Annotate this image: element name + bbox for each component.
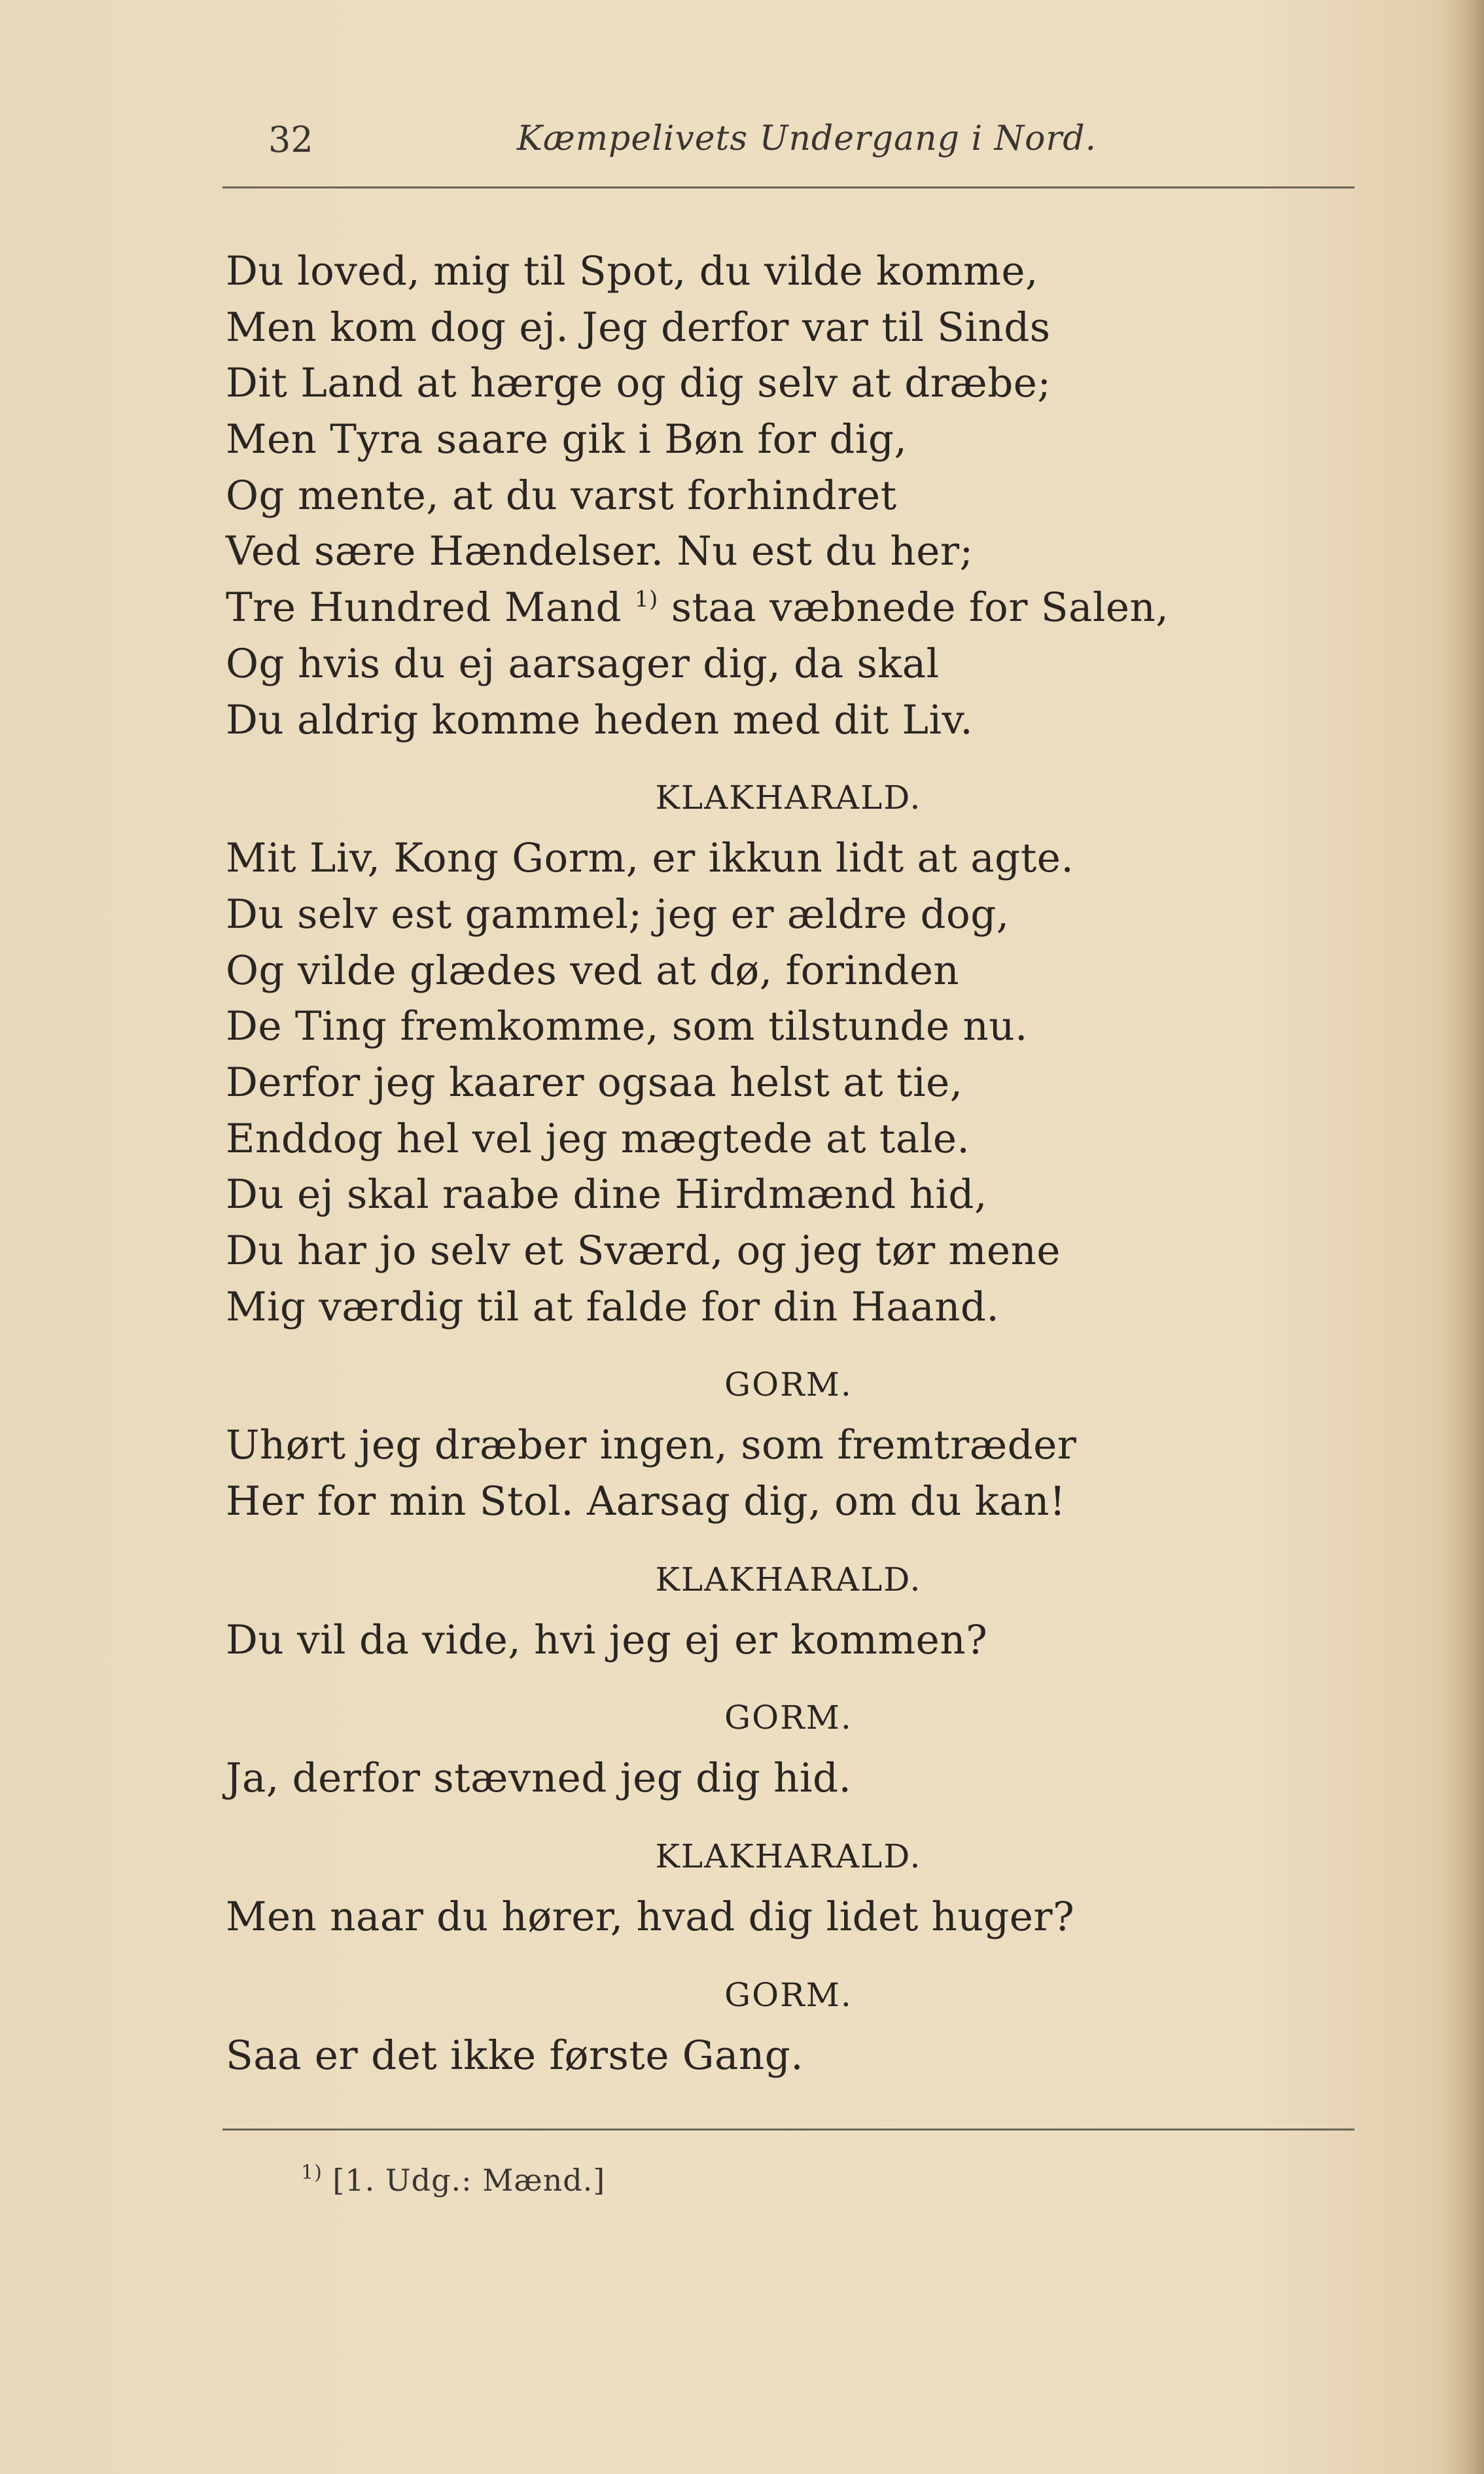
verse-line: Men kom dog ej. Jeg derfor var til Sinds	[226, 304, 1051, 351]
verse-line	[226, 580, 1351, 636]
verse-line: Ja, derfor stævned jeg dig hid.	[226, 1755, 852, 1802]
verse-line: De Ting fremkomme, som tilstunde nu.	[226, 1003, 1028, 1050]
verse-line: Mit Liv, Kong Gorm, er ikkun lidt at agte.	[226, 835, 1074, 882]
verse-line: Du loved, mig til Spot, du vilde komme,	[226, 248, 1038, 294]
header-rule	[222, 186, 1354, 188]
page-header	[222, 110, 1354, 162]
verse-line-text: Tre Hundred Mand	[226, 584, 635, 631]
verse-line: Men Tyra saare gik i Bøn for dig,	[226, 416, 908, 463]
verse-line: Ved sære Hændelser. Nu est du her;	[226, 528, 974, 575]
footnote-reference: 1)	[634, 586, 658, 613]
verse-line: Saa er det ikke første Gang.	[226, 2032, 804, 2079]
verse-line: Du selv est gammel; jeg er ældre dog,	[226, 891, 1010, 938]
verse-line: Du ej skal raabe dine Hirdmænd hid,	[226, 1171, 987, 1218]
verse-line-text: staa væbnede for Salen,	[658, 584, 1169, 631]
page-edge-shadow	[1445, 0, 1484, 2474]
speaker-name: GORM.	[724, 1366, 853, 1404]
footnote-rule	[222, 2129, 1354, 2130]
speaker-name: GORM.	[724, 1975, 853, 2014]
verse-line: Men naar du hører, hvad dig lidet huger?	[226, 1894, 1075, 1941]
verse-line: Enddog hel vel jeg mægtede at tale.	[226, 1115, 970, 1162]
footnote	[301, 2163, 605, 2198]
verse-line: Her for min Stol. Aarsag dig, om du kan!	[226, 1478, 1066, 1525]
footnote-text: [1. Udg.: Mænd.]	[322, 2163, 606, 2198]
page-number: 32	[268, 119, 313, 160]
verse-body	[226, 243, 1351, 2084]
running-title: Kæmpelivets Undergang i Nord.	[517, 119, 1097, 158]
speaker-name: KLAKHARALD.	[655, 779, 922, 817]
verse-line: Du vil da vide, hvi jeg ej er kommen?	[226, 1616, 988, 1663]
verse-line: Dit Land at hærge og dig selv at dræbe;	[226, 360, 1051, 407]
verse-line: Uhørt jeg dræber ingen, som fremtræder	[226, 1422, 1077, 1469]
verse-line: Mig værdig til at falde for din Haand.	[226, 1283, 1000, 1330]
speaker-name: KLAKHARALD.	[655, 1560, 922, 1599]
verse-line: Og mente, at du varst forhindret	[226, 472, 897, 519]
speaker-name: GORM.	[724, 1699, 853, 1737]
verse-line: Derfor jeg kaarer ogsaa helst at tie,	[226, 1059, 963, 1106]
footnote-mark: 1)	[301, 2161, 323, 2184]
verse-line: Du aldrig komme heden med dit Liv.	[226, 696, 974, 743]
verse-line: Og hvis du ej aarsager dig, da skal	[226, 640, 940, 687]
verse-line: Og vilde glædes ved at dø, forinden	[226, 947, 960, 994]
speaker-name: KLAKHARALD.	[655, 1837, 922, 1876]
verse-line: Du har jo selv et Sværd, og jeg tør mene	[226, 1228, 1061, 1274]
